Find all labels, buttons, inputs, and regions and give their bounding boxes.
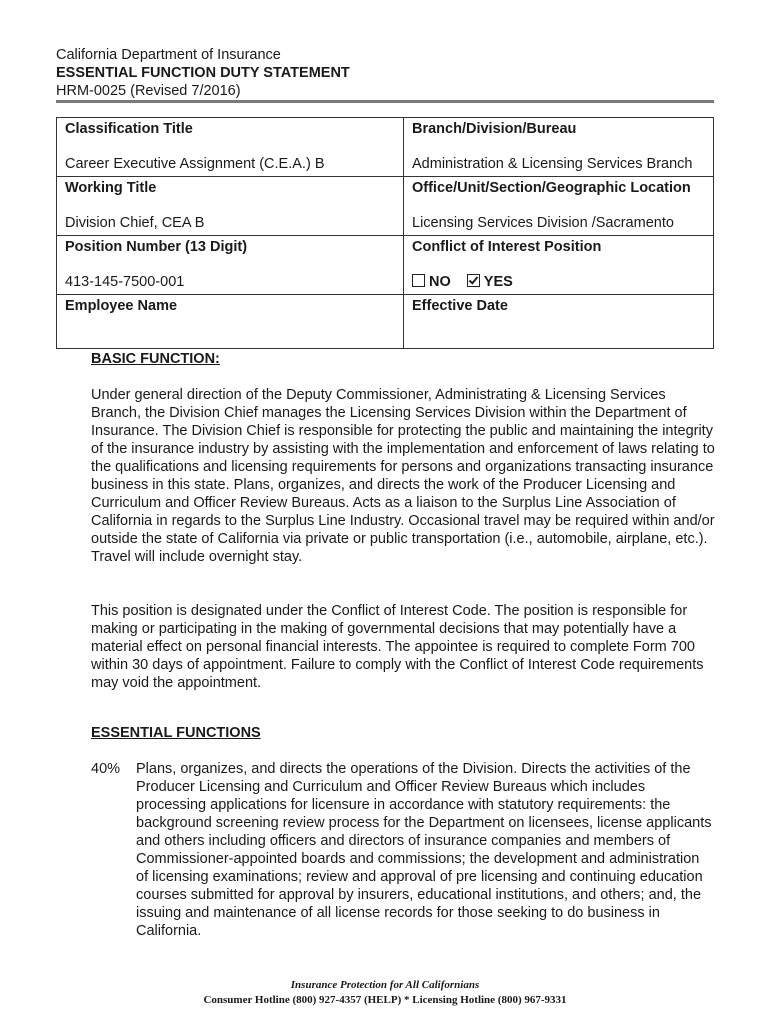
document-header: [56, 46, 350, 100]
conflict-of-interest-cell: [404, 236, 714, 295]
position-number-value: 413-145-7500-001: [65, 274, 185, 290]
department-name: California Department of Insurance: [56, 47, 281, 63]
header-divider: [56, 100, 714, 103]
page-footer: [0, 978, 770, 1008]
classification-title-label: Classification Title: [65, 121, 193, 137]
branch-label: Branch/Division/Bureau: [412, 121, 577, 137]
conflict-of-interest-label: Conflict of Interest Position: [412, 239, 602, 255]
branch-value: Administration & Licensing Services Branch: [412, 156, 693, 172]
effective-date-label: Effective Date: [412, 298, 508, 314]
position-info-table: [56, 117, 714, 349]
effective-date-cell: [404, 295, 714, 349]
conflict-yes-option[interactable]: [467, 274, 513, 290]
footer-hotlines: Consumer Hotline (800) 927-4357 (HELP) * Licensing Hotline (800) 967-9331: [203, 994, 567, 1006]
position-number-label: Position Number (13 Digit): [65, 239, 248, 255]
classification-title-cell: [57, 118, 404, 177]
basic-function-paragraph-1: Under general direction of the Deputy Commissioner, Administrating & Licensing Services Branch, the Division Chief manages the Licensing Services Division within the Department of Insurance. The Division Chief is responsible for protecting the public and maintaining the integrity of the insurance industry by assisting with the implementation and enforcement of laws relating to the qualifications and licensing requirements for persons and organizations transacting insurance business in this state. Plans, organizes, and directs the work of the Producer Licensing and Curriculum and Officer Review Bureaus. Acts as a liaison to the Surplus Line Association of California in regards to the Surplus Line Industry. Occasional travel may be required within and/or outside the state of California via private or public transportation (i.e., automobile, airplane, etc.). Travel will include overnight stay.: [91, 387, 715, 565]
essential-function-description: Plans, organizes, and directs the operations of the Division. Directs the activities of the Producer Licensing and Curriculum and Officer Review Bureaus which includes processing applications for licensure in accordance with statutory requirements: the background screening review process for the Department on licensees, license applicants and others including officers and directors of insurance companies and members of Commissioner-appointed boards and commissions; the development and administration of licensing examinations; review and approval of pre licensing and continuing education courses submitted for approval by insurers, educational institutions, and others; and, the issuing and maintenance of all license records for those seeking to do business in California.: [136, 761, 712, 939]
conflict-of-interest-options: [412, 274, 705, 291]
essential-functions-heading-wrap: [91, 724, 715, 742]
working-title-label: Working Title: [65, 180, 157, 196]
employee-name-cell: [57, 295, 404, 349]
working-title-cell: [57, 177, 404, 236]
basic-function-paragraph-2: This position is designated under the Conflict of Interest Code. The position is responsible for making or participating in the making of governmental decisions that may potentially have a material effect on personal financial interests. The appointee is required to complete Form 700 within 30 days of appointment. Failure to comply with the Conflict of Interest Code requirements may void the appointment.: [91, 603, 704, 691]
office-label: Office/Unit/Section/Geographic Location: [412, 180, 691, 196]
conflict-yes-checkbox[interactable]: [467, 274, 480, 287]
classification-title-value: Career Executive Assignment (C.E.A.) B: [65, 156, 325, 172]
conflict-no-checkbox[interactable]: [412, 274, 425, 287]
conflict-no-option[interactable]: [412, 274, 451, 290]
position-number-cell: [57, 236, 404, 295]
office-cell: [404, 177, 714, 236]
working-title-value: Division Chief, CEA B: [65, 215, 205, 231]
form-id: HRM-0025 (Revised 7/2016): [56, 83, 241, 99]
document-title: ESSENTIAL FUNCTION DUTY STATEMENT: [56, 65, 350, 81]
office-value: Licensing Services Division /Sacramento: [412, 215, 674, 231]
footer-tagline: Insurance Protection for All Californians: [290, 979, 480, 991]
basic-function-heading: BASIC FUNCTION:: [91, 351, 220, 367]
conflict-no-label: NO: [429, 274, 451, 290]
basic-function-section: [91, 350, 715, 692]
employee-name-label: Employee Name: [65, 298, 178, 314]
conflict-yes-label: YES: [483, 274, 513, 290]
essential-function-percent: 40%: [91, 761, 121, 777]
essential-function-item: [91, 760, 715, 940]
essential-functions-heading: ESSENTIAL FUNCTIONS: [91, 725, 261, 741]
branch-cell: [404, 118, 714, 177]
